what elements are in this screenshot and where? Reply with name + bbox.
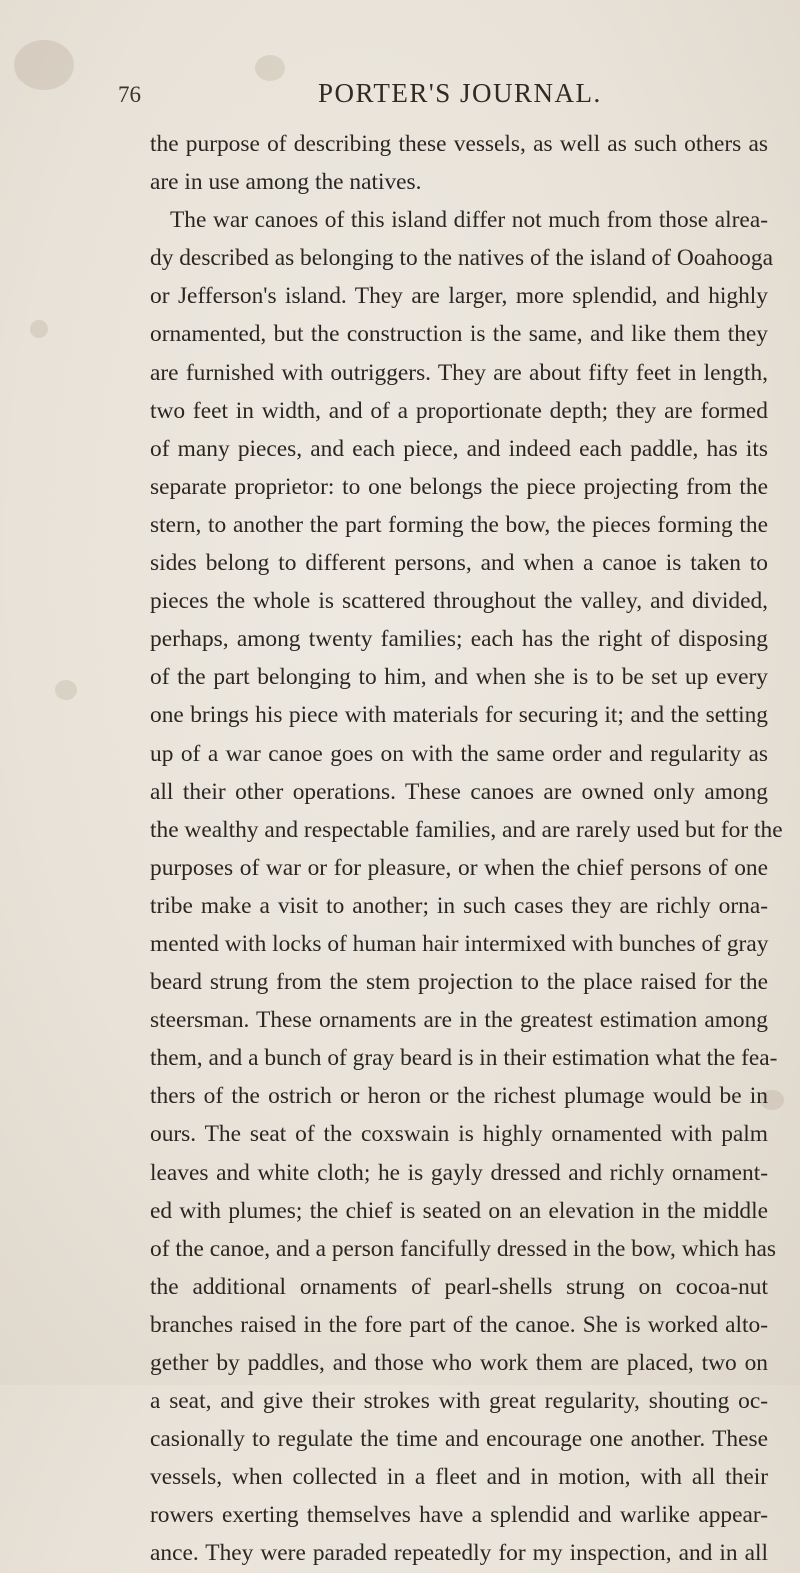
text-line: casionally to regulate the time and encourage one another. These (150, 1426, 768, 1453)
text-line: ance. They were paraded repeatedly for my inspection, and in all (150, 1540, 768, 1567)
text-line: the wealthy and respectable families, and are rarely used but for the (150, 816, 783, 843)
text-line: one brings his piece with materials for securing it; and the setting (150, 702, 768, 729)
text-line: leaves and white cloth; he is gayly dressed and richly ornament- (150, 1159, 768, 1186)
text-line: of the canoe, and a person fancifully dressed in the bow, which has (150, 1235, 776, 1262)
text-line: ornamented, but the construction is the same, and like them they (150, 321, 768, 348)
text-line: gether by paddles, and those who work them are placed, two on (150, 1350, 768, 1376)
text-line: of many pieces, and each piece, and indeed each paddle, has its (150, 435, 768, 462)
text-line: are furnished with outriggers. They are about fifty feet in length, (150, 359, 768, 386)
text-line: perhaps, among twenty families; each has the right of disposing (150, 626, 768, 653)
text-line: two feet in width, and of a proportionate depth; they are formed (150, 397, 768, 424)
page-header (118, 70, 678, 110)
foxing-stain (55, 680, 77, 700)
page-number: 76 (118, 82, 141, 107)
text-line: ours. The seat of the coxswain is highly ornamented with palm (150, 1121, 768, 1148)
text-line: all their other operations. These canoes are owned only among (150, 778, 768, 805)
text-line: the purpose of describing these vessels, as well as such others as (150, 131, 768, 157)
text-line: of the part belonging to him, and when she is to be set up every (150, 664, 768, 691)
text-line: up of a war canoe goes on with the same order and regularity as (150, 740, 768, 767)
text-line: pieces the whole is scattered throughout the valley, and divided, (150, 588, 768, 615)
body-text (150, 125, 783, 1573)
text-line: a seat, and give their strokes with great regularity, shouting oc- (150, 1388, 768, 1415)
text-line: sides belong to different persons, and when a canoe is taken to (150, 550, 768, 577)
text-line: beard strung from the stem projection to the place raised for the (150, 969, 768, 996)
foxing-stain (14, 40, 74, 90)
text-line: them, and a bunch of gray beard is in their estimation what the fea- (150, 1045, 778, 1072)
text-line: steersman. These ornaments are in the greatest estimation among (150, 1007, 768, 1034)
text-line: thers of the ostrich or heron or the richest plumage would be in (150, 1083, 768, 1110)
text-line: branches raised in the fore part of the canoe. She is worked alto- (150, 1311, 768, 1338)
text-line: The war canoes of this island differ not much from those alrea- (170, 207, 768, 234)
text-line: the additional ornaments of pearl-shells strung on cocoa-nut (150, 1273, 768, 1300)
foxing-stain (30, 320, 48, 338)
text-line: purposes of war or for pleasure, or when the chief persons of one (150, 854, 768, 881)
text-line: separate proprietor: to one belongs the piece projecting from the (150, 473, 768, 500)
text-line: ed with plumes; the chief is seated on an elevation in the middle (150, 1197, 768, 1224)
text-line: mented with locks of human hair intermixed with bunches of gray (150, 930, 769, 957)
text-line: tribe make a visit to another; in such cases they are richly orna- (150, 892, 768, 919)
running-title: PORTER'S JOURNAL. (318, 78, 602, 108)
text-line: vessels, when collected in a fleet and in motion, with all their (150, 1464, 768, 1491)
text-line: rowers exerting themselves have a splendid and warlike appear- (150, 1502, 768, 1529)
text-line: or Jefferson's island. They are larger, more splendid, and highly (150, 283, 768, 310)
text-line: are in use among the natives. (150, 169, 422, 196)
text-line: stern, to another the part forming the bow, the pieces forming the (150, 511, 768, 538)
text-line: dy described as belonging to the natives of the island of Ooahooga (150, 245, 773, 272)
